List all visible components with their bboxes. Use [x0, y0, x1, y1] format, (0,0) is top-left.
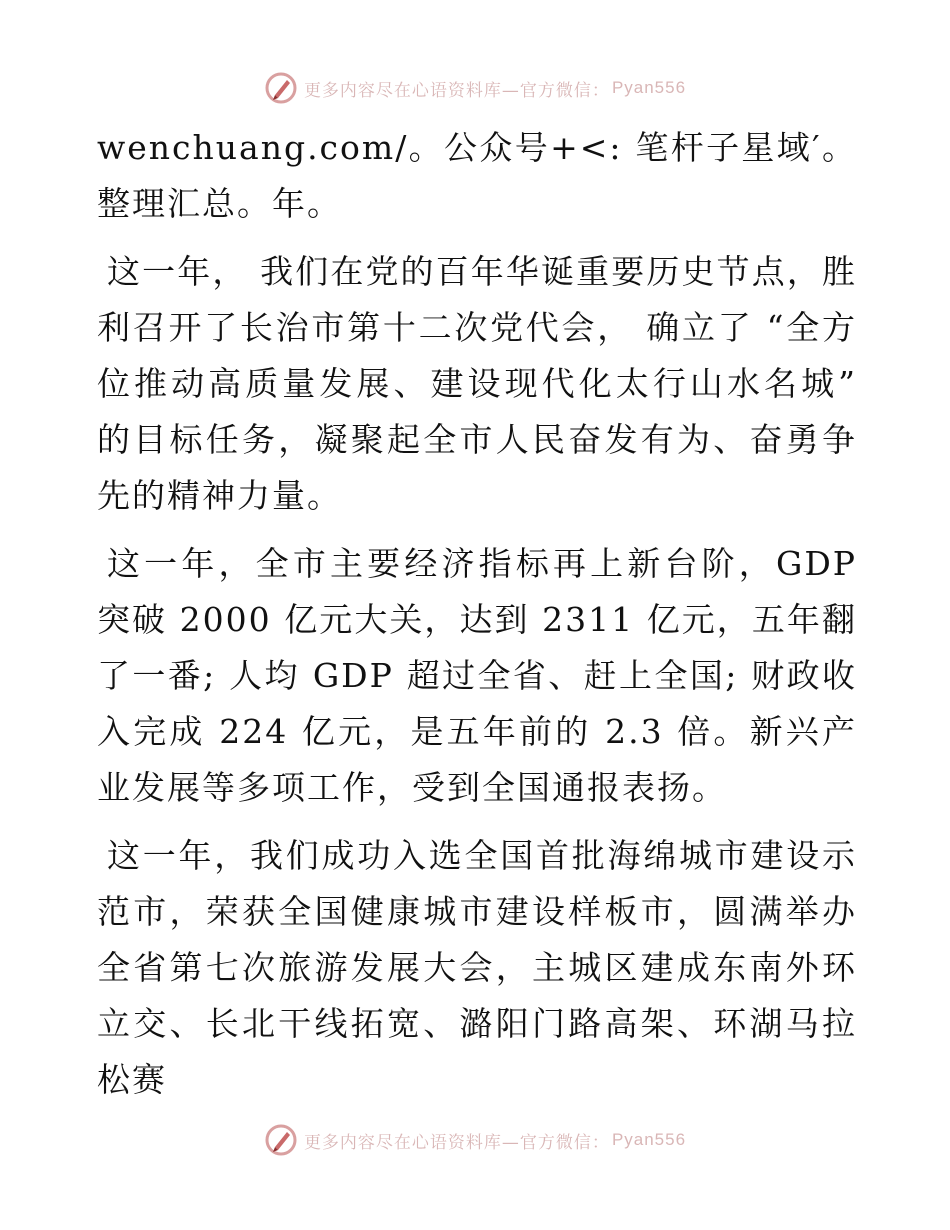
footer-watermark	[0, 1122, 950, 1158]
watermark-wechat-id: Pyan556	[611, 78, 687, 97]
paragraph-2: 这一年， 我们在党的百年华诞重要历史节点，胜利召开了长治市第十二次党代会， 确立了 “全方位推动高质量发展、建设现代化太行山水名城” 的目标任务，凝聚起全市人民奋发有为、奋勇争先的精神力量。	[97, 252, 857, 515]
header-watermark	[0, 70, 950, 106]
paragraph-3: 这一年，全市主要经济指标再上新台阶，GDP 突破 2000 亿元大关，达到 2311 亿元，五年翻了一番; 人均 GDP 超过全省、赶上全国; 财政收入完成 224 亿元，是五年前的 2.3 倍。新兴产业发展等多项工作，受到全国通报表扬。	[97, 544, 857, 807]
watermark-wechat-id: Pyan556	[611, 1130, 687, 1149]
document-body	[97, 120, 857, 1120]
watermark-text: 更多内容尽在心语资料库—官方微信：	[303, 80, 610, 101]
pen-logo-icon	[264, 71, 298, 105]
paragraph-1: wenchuang.com/。公众号+<: 笔杆子星域′。整理汇总。年。	[97, 128, 857, 223]
watermark-text: 更多内容尽在心语资料库—官方微信：	[303, 1132, 610, 1153]
pen-logo-icon	[264, 1123, 298, 1157]
paragraph-4: 这一年，我们成功入选全国首批海绵城市建设示范市，荣获全国健康城市建设样板市，圆满举办全省第七次旅游发展大会，主城区建成东南外环立交、长北干线拓宽、潞阳门路高架、环湖马拉松赛	[97, 836, 857, 1099]
